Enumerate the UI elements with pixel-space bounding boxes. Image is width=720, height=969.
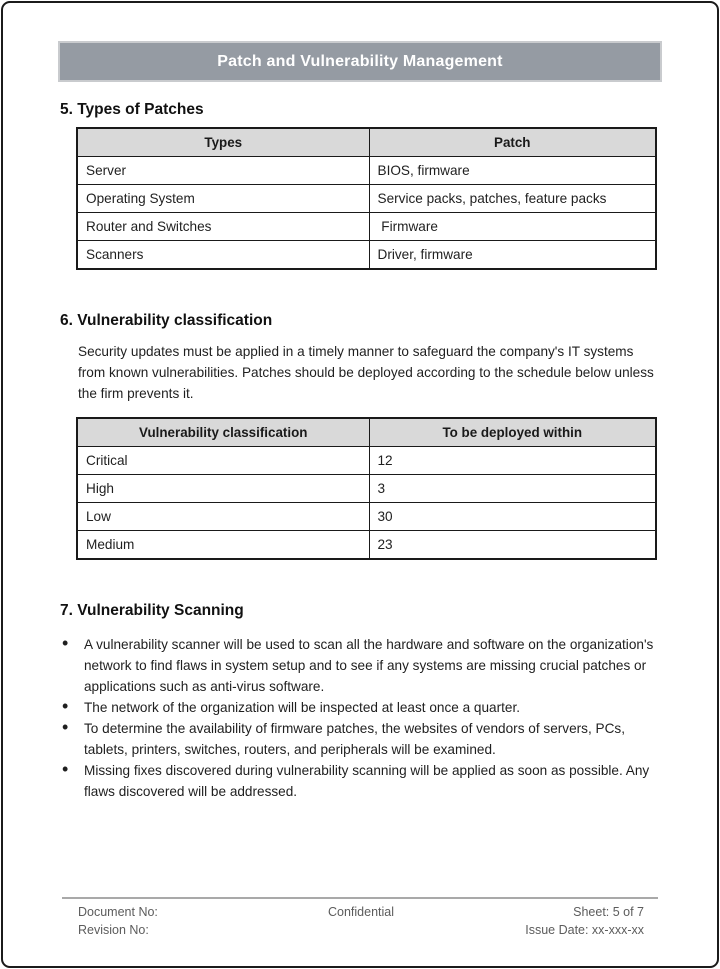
footer-sheet-label: Sheet: 5 of 7 [573, 905, 645, 919]
footer-right-block [455, 904, 658, 939]
cell-classification: Low [77, 503, 369, 531]
column-header-types: Types [77, 128, 369, 157]
column-header-patch: Patch [369, 128, 656, 157]
vulnerability-classification-paragraph: Security updates must be applied in a timely manner to safeguard the company's IT systems from known vulnerabilities. Patches should be deployed according to the schedule below unless the firm prevents it. [78, 344, 654, 401]
section-heading-vulnerability-classification: 6. Vulnerability classification [60, 312, 273, 329]
footer-center-block [267, 904, 456, 939]
bullet-item: • A vulnerability scanner will be used to scan all the hardware and software on the organization's network to find flaws in system setup and to see if any systems are missing crucial patches or applications such as anti-virus software. [60, 634, 660, 697]
table-row [77, 531, 656, 560]
section-heading-vulnerability-scanning: 7. Vulnerability Scanning [60, 602, 244, 619]
table-row [77, 213, 656, 241]
cell-classification: Medium [77, 531, 369, 560]
footer-divider [62, 897, 658, 899]
cell-patch: Service packs, patches, feature packs [369, 185, 656, 213]
document-title: Patch and Vulnerability Management [217, 52, 503, 70]
cell-type: Operating System [77, 185, 369, 213]
section-heading-types-of-patches: 5. Types of Patches [60, 101, 204, 118]
page-footer [62, 904, 658, 939]
footer-confidential-label: Confidential [328, 905, 395, 919]
cell-deploy-within: 23 [369, 531, 656, 560]
table-row [77, 447, 656, 475]
column-header-classification: Vulnerability classification [77, 418, 369, 447]
types-of-patches-table [76, 127, 657, 270]
cell-deploy-within: 3 [369, 475, 656, 503]
table-header-row [77, 128, 656, 157]
bullet-item: • To determine the availability of firmware patches, the websites of vendors of servers, PCs, tablets, printers, switches, routers, and peripherals will be examined. [60, 718, 660, 760]
table-header-row [77, 418, 656, 447]
cell-patch: Driver, firmware [369, 241, 656, 270]
cell-deploy-within: 12 [369, 447, 656, 475]
table-row [77, 503, 656, 531]
cell-patch: Firmware [369, 213, 656, 241]
cell-classification: Critical [77, 447, 369, 475]
cell-type: Scanners [77, 241, 369, 270]
table-row [77, 185, 656, 213]
footer-issue-date-label: Issue Date: xx-xxx-xx [525, 922, 645, 937]
title-banner [58, 41, 662, 82]
vulnerability-scanning-bullet-list [60, 634, 660, 802]
footer-revision-no-label: Revision No: [78, 922, 149, 937]
footer-left-block [62, 904, 267, 939]
cell-type: Router and Switches [77, 213, 369, 241]
cell-patch: BIOS, firmware [369, 157, 656, 185]
cell-deploy-within: 30 [369, 503, 656, 531]
footer-document-no-label: Document No: [78, 905, 158, 919]
cell-type: Server [77, 157, 369, 185]
table-row [77, 475, 656, 503]
table-row [77, 157, 656, 185]
table-row [77, 241, 656, 270]
column-header-deploy-within: To be deployed within [369, 418, 656, 447]
vulnerability-classification-table [76, 417, 657, 560]
cell-classification: High [77, 475, 369, 503]
bullet-item: • Missing fixes discovered during vulnerability scanning will be applied as soon as possible. Any flaws discovered will be addressed. [60, 760, 660, 802]
bullet-item: • The network of the organization will be inspected at least once a quarter. [60, 697, 660, 718]
